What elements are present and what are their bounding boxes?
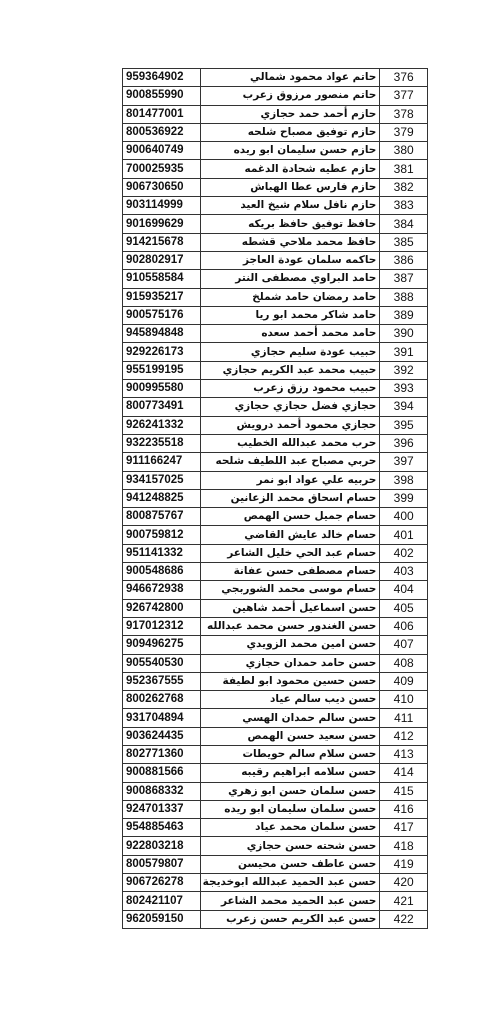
name-cell: حازم أحمد حمد حجازي (201, 105, 380, 123)
name-cell: حسن عبد الحميد محمد الشاعر (201, 892, 380, 910)
table-row (123, 123, 428, 141)
name-cell: حامد البراوي مصطفى النتر (201, 270, 380, 288)
name-cell: حسن سعيد حسن الهمص (201, 727, 380, 745)
name-cell: حسام اسحاق محمد الزعانين (201, 489, 380, 507)
row-number-cell: 413 (380, 745, 428, 763)
id-number-cell: 903114999 (123, 197, 201, 215)
table-row (123, 544, 428, 562)
row-number-cell: 402 (380, 544, 428, 562)
row-number-cell: 401 (380, 526, 428, 544)
row-number-cell: 400 (380, 508, 428, 526)
name-cell: حازم حسن سليمان ابو ريده (201, 142, 380, 160)
row-number-cell: 421 (380, 892, 428, 910)
id-number-cell: 900759812 (123, 526, 201, 544)
name-cell: حازم نافل سلام شيخ العيد (201, 197, 380, 215)
row-number-cell: 382 (380, 178, 428, 196)
id-number-cell: 910558584 (123, 270, 201, 288)
row-number-cell: 383 (380, 197, 428, 215)
id-number-cell: 951141332 (123, 544, 201, 562)
table-row (123, 727, 428, 745)
row-number-cell: 396 (380, 434, 428, 452)
row-number-cell: 391 (380, 343, 428, 361)
row-number-cell: 405 (380, 599, 428, 617)
name-cell: حاكمه سلمان عودة العاجز (201, 251, 380, 269)
row-number-cell: 420 (380, 874, 428, 892)
name-cell: حسام مصطفى حسن عفانة (201, 563, 380, 581)
row-number-cell: 387 (380, 270, 428, 288)
table-row (123, 910, 428, 928)
row-number-cell: 395 (380, 416, 428, 434)
name-cell: حازم توفيق مصباح شلحه (201, 123, 380, 141)
row-number-cell: 390 (380, 325, 428, 343)
id-number-cell: 905540530 (123, 654, 201, 672)
name-cell: حسن سالم حمدان الهسي (201, 709, 380, 727)
id-number-cell: 902802917 (123, 251, 201, 269)
table-row (123, 398, 428, 416)
table-row (123, 288, 428, 306)
table-row (123, 837, 428, 855)
row-number-cell: 416 (380, 800, 428, 818)
table-row (123, 617, 428, 635)
id-number-cell: 914215678 (123, 233, 201, 251)
id-number-cell: 801477001 (123, 105, 201, 123)
table-row (123, 306, 428, 324)
row-number-cell: 406 (380, 617, 428, 635)
id-number-cell: 926742800 (123, 599, 201, 617)
id-number-cell: 900548686 (123, 563, 201, 581)
row-number-cell: 377 (380, 87, 428, 105)
row-number-cell: 386 (380, 251, 428, 269)
row-number-cell: 394 (380, 398, 428, 416)
id-number-cell: 929226173 (123, 343, 201, 361)
name-cell: حبيب عودة سليم حجازي (201, 343, 380, 361)
name-cell: حازم عطيه شحادة الدغمه (201, 160, 380, 178)
row-number-cell: 397 (380, 453, 428, 471)
name-cell: حربيه علي عواد ابو نمر (201, 471, 380, 489)
id-number-cell: 900868332 (123, 782, 201, 800)
id-number-cell: 955199195 (123, 361, 201, 379)
name-cell: حسام عبد الحي خليل الشاعر (201, 544, 380, 562)
id-number-cell: 906726278 (123, 874, 201, 892)
id-number-cell: 800262768 (123, 691, 201, 709)
name-cell: حامد شاكر محمد ابو ريا (201, 306, 380, 324)
table-row (123, 636, 428, 654)
id-number-cell: 931704894 (123, 709, 201, 727)
id-number-cell: 800773491 (123, 398, 201, 416)
table-row (123, 361, 428, 379)
name-cell: حسن عبد الكريم حسن زعرب (201, 910, 380, 928)
name-cell: حسن شحته حسن حجازي (201, 837, 380, 855)
name-cell: حبيب محمد عبد الكريم حجازي (201, 361, 380, 379)
id-number-cell: 800579807 (123, 855, 201, 873)
table-row (123, 709, 428, 727)
row-number-cell: 404 (380, 581, 428, 599)
name-cell: حسام جميل حسن الهمص (201, 508, 380, 526)
name-cell: حسن حسين محمود ابو لطيفة (201, 672, 380, 690)
table-row (123, 178, 428, 196)
id-number-cell: 945894848 (123, 325, 201, 343)
id-number-cell: 911166247 (123, 453, 201, 471)
name-cell: حرب محمد عبدالله الخطيب (201, 434, 380, 452)
row-number-cell: 385 (380, 233, 428, 251)
name-cell: حسن حامد حمدان حجازي (201, 654, 380, 672)
table-row (123, 672, 428, 690)
id-number-cell: 954885463 (123, 819, 201, 837)
name-cell: حسن سلام سالم حويطات (201, 745, 380, 763)
table-row (123, 691, 428, 709)
row-number-cell: 414 (380, 764, 428, 782)
row-number-cell: 407 (380, 636, 428, 654)
table-row (123, 325, 428, 343)
table-row (123, 87, 428, 105)
name-cell: حربي مصباح عبد اللطيف شلحه (201, 453, 380, 471)
table-row (123, 471, 428, 489)
records-table-body (123, 69, 428, 929)
row-number-cell: 417 (380, 819, 428, 837)
name-cell: حسن عبد الحميد عبدالله ابوخديجة (201, 874, 380, 892)
id-number-cell: 917012312 (123, 617, 201, 635)
table-row (123, 599, 428, 617)
id-number-cell: 903624435 (123, 727, 201, 745)
name-cell: حسن سلمان محمد عياد (201, 819, 380, 837)
table-row (123, 782, 428, 800)
table-row (123, 416, 428, 434)
id-number-cell: 932235518 (123, 434, 201, 452)
table-row (123, 142, 428, 160)
name-cell: حسن الغندور حسن محمد عبدالله (201, 617, 380, 635)
id-number-cell: 952367555 (123, 672, 201, 690)
row-number-cell: 411 (380, 709, 428, 727)
row-number-cell: 376 (380, 69, 428, 87)
name-cell: حسن سلامه ابراهيم رقيبه (201, 764, 380, 782)
id-number-cell: 800875767 (123, 508, 201, 526)
row-number-cell: 409 (380, 672, 428, 690)
records-table (122, 68, 428, 929)
row-number-cell: 422 (380, 910, 428, 928)
table-row (123, 69, 428, 87)
name-cell: حاتم عواد محمود شمالي (201, 69, 380, 87)
table-row (123, 434, 428, 452)
row-number-cell: 415 (380, 782, 428, 800)
row-number-cell: 410 (380, 691, 428, 709)
id-number-cell: 959364902 (123, 69, 201, 87)
name-cell: حجازي فضل حجازي حجازي (201, 398, 380, 416)
name-cell: حامد رمضان حامد شملخ (201, 288, 380, 306)
id-number-cell: 900995580 (123, 380, 201, 398)
name-cell: حسام موسى محمد الشوربجي (201, 581, 380, 599)
name-cell: حسن سلمان حسن ابو زهري (201, 782, 380, 800)
id-number-cell: 900881566 (123, 764, 201, 782)
id-number-cell: 946672938 (123, 581, 201, 599)
row-number-cell: 380 (380, 142, 428, 160)
row-number-cell: 419 (380, 855, 428, 873)
id-number-cell: 700025935 (123, 160, 201, 178)
id-number-cell: 900640749 (123, 142, 201, 160)
table-row (123, 251, 428, 269)
table-row (123, 819, 428, 837)
id-number-cell: 934157025 (123, 471, 201, 489)
table-row (123, 453, 428, 471)
name-cell: حاتم منصور مرزوق زعرب (201, 87, 380, 105)
name-cell: حسن اسماعيل أحمد شاهين (201, 599, 380, 617)
row-number-cell: 381 (380, 160, 428, 178)
id-number-cell: 802421107 (123, 892, 201, 910)
name-cell: حافظ محمد ملاحي قشطه (201, 233, 380, 251)
name-cell: حامد محمد أحمد سعده (201, 325, 380, 343)
name-cell: حجازي محمود أحمد درويش (201, 416, 380, 434)
table-row (123, 380, 428, 398)
id-number-cell: 926241332 (123, 416, 201, 434)
table-row (123, 654, 428, 672)
row-number-cell: 379 (380, 123, 428, 141)
name-cell: حافظ توفيق حافظ بريكه (201, 215, 380, 233)
row-number-cell: 389 (380, 306, 428, 324)
table-row (123, 215, 428, 233)
row-number-cell: 392 (380, 361, 428, 379)
id-number-cell: 906730650 (123, 178, 201, 196)
id-number-cell: 962059150 (123, 910, 201, 928)
id-number-cell: 900855990 (123, 87, 201, 105)
row-number-cell: 403 (380, 563, 428, 581)
name-cell: حسن سلمان سليمان ابو ريده (201, 800, 380, 818)
table-row (123, 581, 428, 599)
id-number-cell: 800536922 (123, 123, 201, 141)
id-number-cell: 924701337 (123, 800, 201, 818)
name-cell: حسن امين محمد الزويدي (201, 636, 380, 654)
row-number-cell: 398 (380, 471, 428, 489)
table-row (123, 489, 428, 507)
table-row (123, 508, 428, 526)
row-number-cell: 388 (380, 288, 428, 306)
name-cell: حسام خالد عايش القاضي (201, 526, 380, 544)
table-row (123, 800, 428, 818)
table-row (123, 874, 428, 892)
id-number-cell: 802771360 (123, 745, 201, 763)
row-number-cell: 399 (380, 489, 428, 507)
row-number-cell: 412 (380, 727, 428, 745)
table-row (123, 526, 428, 544)
row-number-cell: 378 (380, 105, 428, 123)
id-number-cell: 915935217 (123, 288, 201, 306)
id-number-cell: 901699629 (123, 215, 201, 233)
id-number-cell: 922803218 (123, 837, 201, 855)
name-cell: حبيب محمود رزق زعرب (201, 380, 380, 398)
row-number-cell: 408 (380, 654, 428, 672)
table-row (123, 233, 428, 251)
table-row (123, 270, 428, 288)
table-row (123, 343, 428, 361)
table-row (123, 764, 428, 782)
row-number-cell: 384 (380, 215, 428, 233)
row-number-cell: 418 (380, 837, 428, 855)
table-row (123, 197, 428, 215)
name-cell: حسن ديب سالم عياد (201, 691, 380, 709)
name-cell: حازم فارس عطا الهباش (201, 178, 380, 196)
table-row (123, 563, 428, 581)
id-number-cell: 909496275 (123, 636, 201, 654)
table-row (123, 855, 428, 873)
id-number-cell: 941248825 (123, 489, 201, 507)
records-sheet (122, 68, 428, 929)
table-row (123, 745, 428, 763)
table-row (123, 105, 428, 123)
table-row (123, 160, 428, 178)
id-number-cell: 900575176 (123, 306, 201, 324)
table-row (123, 892, 428, 910)
row-number-cell: 393 (380, 380, 428, 398)
name-cell: حسن عاطف حسن محيسن (201, 855, 380, 873)
